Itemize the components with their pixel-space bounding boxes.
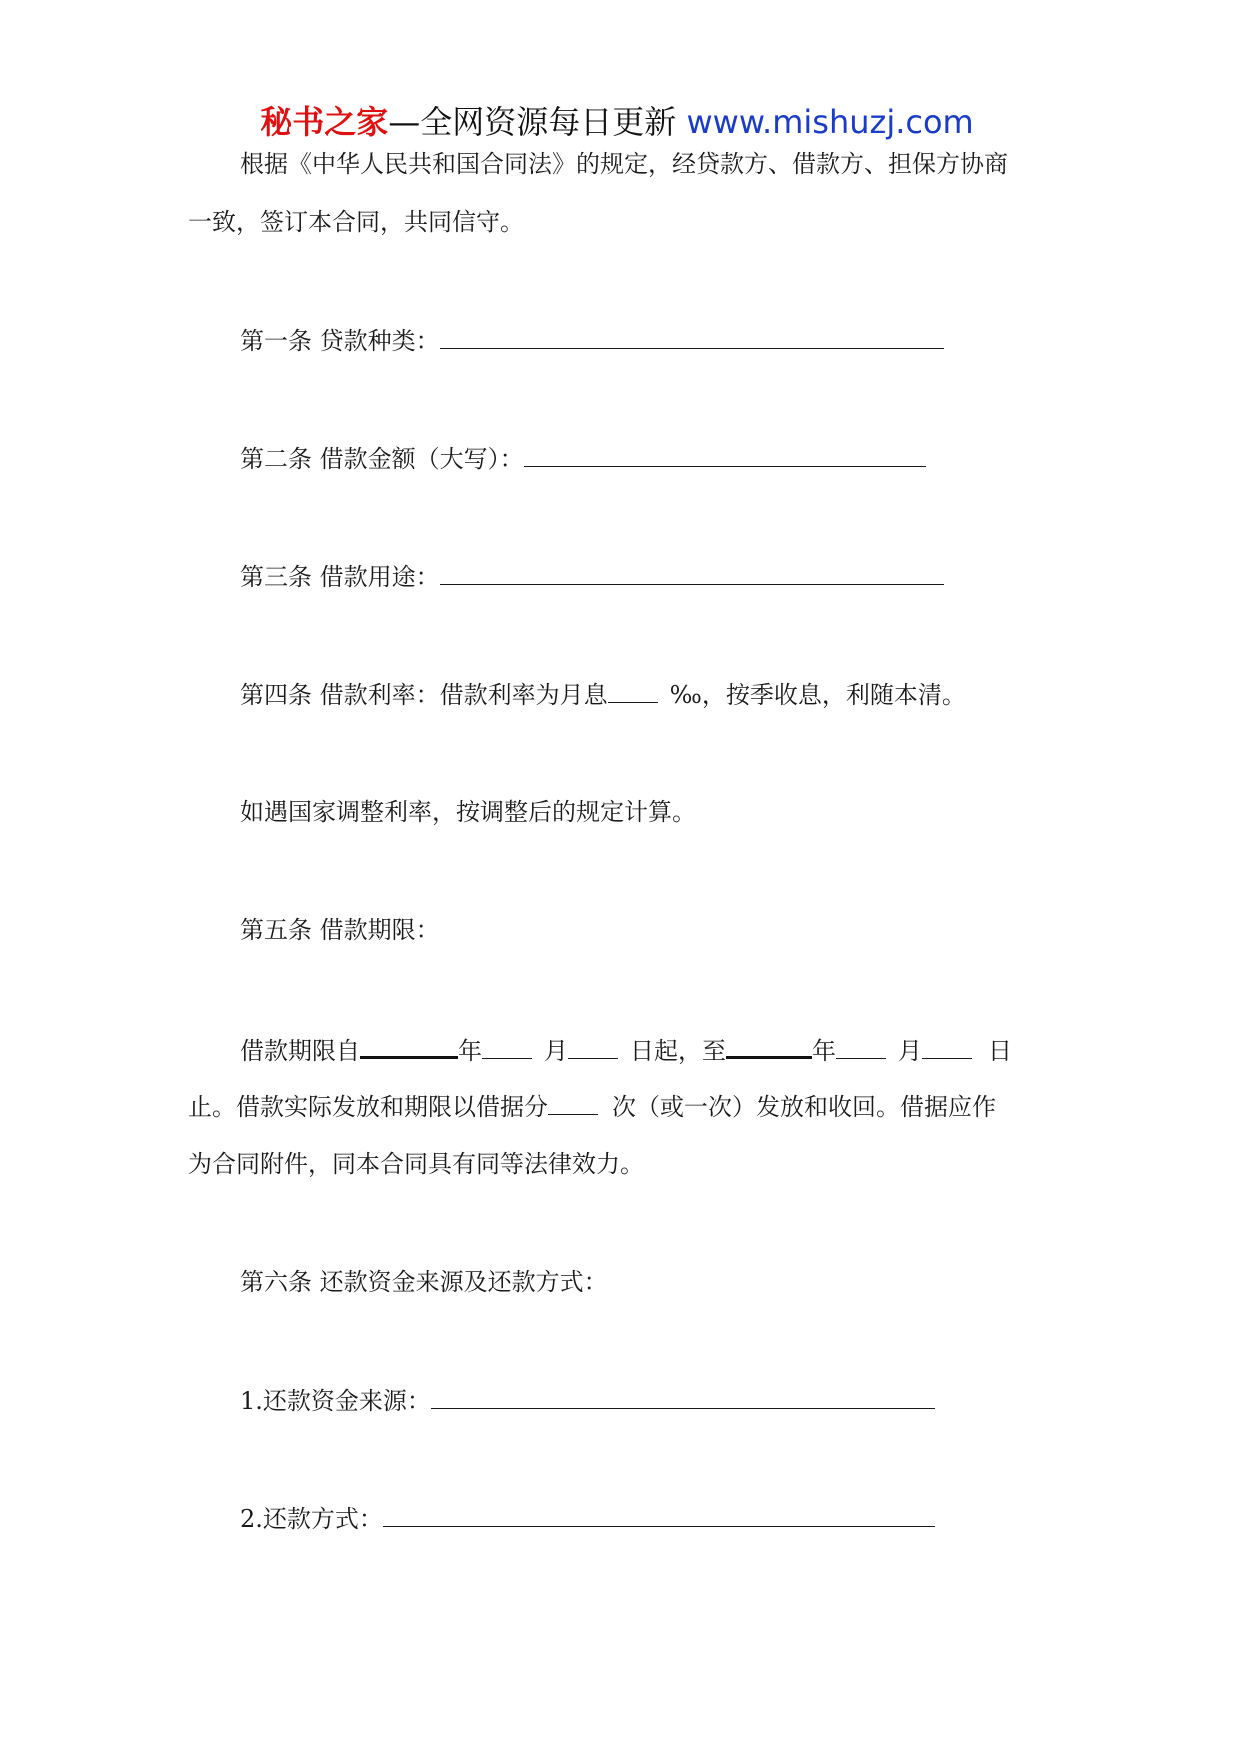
intro-line-2: 一致，签订本合同，共同信守。 [188, 208, 524, 236]
year-label: 年 [458, 1037, 482, 1065]
article-2 [240, 442, 926, 475]
term-to-text: 日起，至 [630, 1037, 726, 1065]
end-month-blank [836, 1034, 886, 1059]
repayment-method-blank [383, 1502, 935, 1527]
loan-purpose-blank [440, 560, 944, 585]
article-3 [240, 560, 944, 593]
article-4 [240, 678, 966, 711]
loan-type-blank [440, 324, 944, 349]
site-tagline: —全网资源每日更新 [388, 103, 677, 141]
site-url[interactable]: www.mishuzj.com [686, 103, 974, 141]
loan-amount-blank [524, 442, 926, 467]
disburse-text: 止。借款实际发放和期限以借据分 [188, 1093, 548, 1121]
article-5-line-3: 为合同附件，同本合同具有同等法律效力。 [188, 1150, 644, 1178]
start-day-blank [568, 1034, 618, 1059]
end-year-blank [726, 1032, 812, 1059]
intro-line-1: 根据《中华人民共和国合同法》的规定，经贷款方、借款方、担保方协商 [240, 150, 1008, 178]
article-5-line-2 [188, 1090, 996, 1123]
end-day-blank [922, 1034, 972, 1059]
repayment-source-label: 1.还款资金来源： [240, 1387, 431, 1415]
repayment-source-blank [431, 1384, 935, 1409]
article-4-unit: ‰，按季收息，利随本清。 [669, 681, 966, 709]
article-2-label: 第二条 借款金额（大写）： [240, 445, 524, 473]
repayment-method [240, 1502, 935, 1535]
end-month-label: 月 [898, 1037, 922, 1065]
article-5-term-line [240, 1032, 1012, 1067]
disburse-count-blank [548, 1090, 598, 1115]
disburse-text-end: 次（或一次）发放和收回。借据应作 [612, 1093, 996, 1121]
article-3-label: 第三条 借款用途： [240, 563, 440, 591]
article-1-label: 第一条 贷款种类： [240, 327, 440, 355]
repayment-source [240, 1384, 935, 1417]
month-label: 月 [544, 1037, 568, 1065]
article-5-label: 第五条 借款期限： [240, 916, 440, 944]
start-month-blank [482, 1034, 532, 1059]
article-1 [240, 324, 944, 357]
start-year-blank [360, 1032, 458, 1059]
site-header [0, 100, 1234, 144]
term-start-text: 借款期限自 [240, 1037, 360, 1065]
end-year-label: 年 [812, 1037, 836, 1065]
repayment-method-label: 2.还款方式： [240, 1505, 383, 1533]
end-day-label: 日 [988, 1037, 1012, 1065]
interest-rate-blank [608, 678, 658, 703]
site-brand: 秘书之家 [260, 103, 389, 141]
article-4-note: 如遇国家调整利率，按调整后的规定计算。 [240, 798, 696, 826]
article-6-label: 第六条 还款资金来源及还款方式： [240, 1268, 608, 1296]
article-4-prefix: 第四条 借款利率：借款利率为月息 [240, 681, 608, 709]
